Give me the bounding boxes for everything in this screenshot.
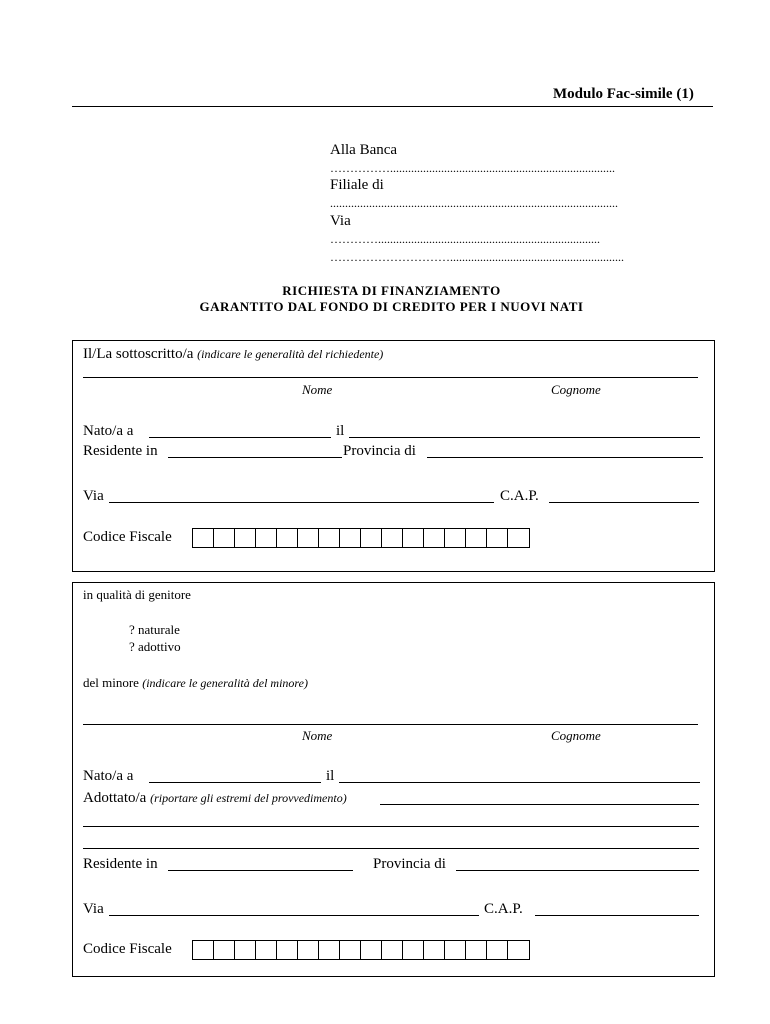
applicant-resident-label: Residente in <box>83 443 158 459</box>
minor-birthplace-field[interactable] <box>149 782 321 783</box>
minor-adopted-field[interactable] <box>380 804 699 805</box>
minor-intro <box>83 675 308 691</box>
minor-adopted-field-2[interactable] <box>83 826 699 827</box>
applicant-birthplace-field[interactable] <box>149 437 331 438</box>
applicant-street-field[interactable] <box>109 502 494 503</box>
parent-role-label: in qualità di genitore <box>83 587 191 602</box>
branch-label: Filiale di <box>330 177 384 193</box>
minor-resident-label: Residente in <box>83 856 158 872</box>
applicant-intro <box>83 346 383 363</box>
minor-name-label: Nome <box>302 728 333 743</box>
minor-intro-note: (indicare le generalità del minore) <box>142 676 308 690</box>
minor-cap-label: C.A.P. <box>484 901 523 917</box>
bank-dots[interactable]: ……………........................................................................... <box>330 161 615 175</box>
option-adoptive[interactable]: ? adottivo <box>129 639 181 654</box>
applicant-born-label: Nato/a a <box>83 423 134 439</box>
minor-adopted-field-3[interactable] <box>83 848 699 849</box>
minor-province-label: Provincia di <box>373 856 446 872</box>
street-dots[interactable]: ………….......................................................................... <box>330 232 600 246</box>
applicant-province-label: Provincia di <box>343 443 416 459</box>
module-label: Modulo Fac-simile (1) <box>553 86 694 102</box>
minor-birthdate-field[interactable] <box>339 782 700 783</box>
applicant-intro-note: (indicare le generalità del richiedente) <box>197 347 384 361</box>
applicant-name-label: Nome <box>302 382 333 397</box>
title-line-1: RICHIESTA DI FINANZIAMENTO <box>282 283 501 298</box>
applicant-resident-field[interactable] <box>168 457 342 458</box>
applicant-name-line[interactable] <box>83 377 698 378</box>
applicant-cap-label: C.A.P. <box>500 488 539 504</box>
applicant-intro-label: Il/La sottoscritto/a <box>83 346 194 362</box>
bank-label: Alla Banca <box>330 142 398 158</box>
header-divider <box>72 106 713 107</box>
minor-fiscal-code-label: Codice Fiscale <box>83 941 172 957</box>
minor-adopted-note: (riportare gli estremi del provvedimento) <box>150 791 347 805</box>
minor-intro-label: del minore <box>83 675 139 690</box>
minor-born-label: Nato/a a <box>83 768 134 784</box>
applicant-surname-label: Cognome <box>551 382 601 397</box>
minor-street-field[interactable] <box>109 915 479 916</box>
minor-adopted <box>83 790 347 807</box>
applicant-fiscal-code-grid[interactable] <box>192 528 530 548</box>
option-natural[interactable]: ? naturale <box>129 622 180 637</box>
street-dots-2[interactable]: ………………………….......................................................... <box>330 250 624 264</box>
applicant-birthdate-field[interactable] <box>349 437 700 438</box>
minor-surname-label: Cognome <box>551 728 601 743</box>
applicant-cap-field[interactable] <box>549 502 699 503</box>
applicant-fiscal-code-label: Codice Fiscale <box>83 529 172 545</box>
applicant-date-label: il <box>336 423 345 439</box>
minor-date-label: il <box>326 768 335 784</box>
branch-dots[interactable]: ................................................................................................ <box>330 196 618 210</box>
applicant-province-field[interactable] <box>427 457 703 458</box>
minor-name-line[interactable] <box>83 724 698 725</box>
title-line-2: GARANTITO DAL FONDO DI CREDITO PER I NUOVI NATI <box>199 299 584 314</box>
minor-adopted-label: Adottato/a <box>83 790 147 806</box>
minor-cap-field[interactable] <box>535 915 699 916</box>
minor-street-label: Via <box>83 901 104 917</box>
minor-resident-field[interactable] <box>168 870 353 871</box>
applicant-street-label: Via <box>83 488 104 504</box>
minor-province-field[interactable] <box>456 870 699 871</box>
minor-fiscal-code-grid[interactable] <box>192 940 530 960</box>
street-label: Via <box>330 213 351 229</box>
